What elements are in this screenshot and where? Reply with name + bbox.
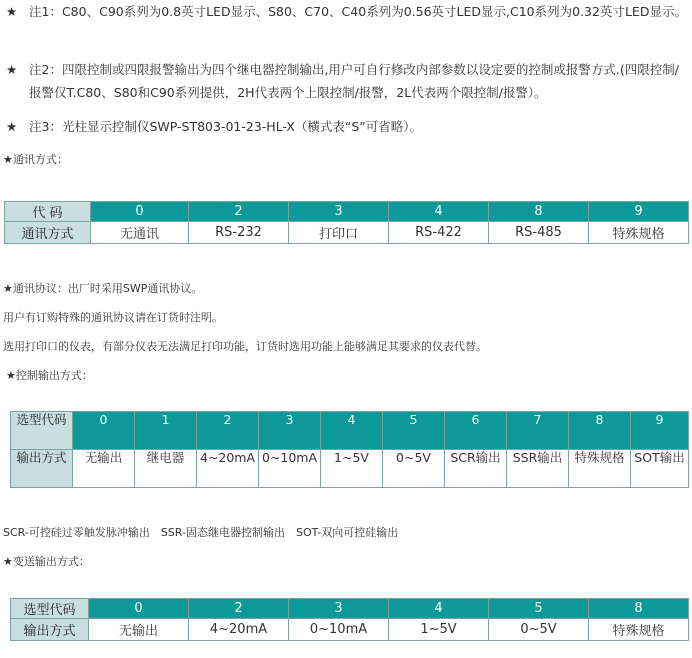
value-cell: 4~20mA (197, 450, 259, 488)
value-cell: 特殊规格 (589, 619, 689, 641)
table-header-row (5, 202, 689, 222)
code-cell: 8 (589, 599, 689, 619)
code-cell: 4 (321, 412, 383, 450)
table-row (5, 222, 689, 244)
value-cell: 0~10mA (289, 619, 389, 641)
value-cell: 继电器 (135, 450, 197, 488)
table-row (11, 619, 689, 641)
value-cell: SCR输出 (445, 450, 507, 488)
value-cell: 无输出 (89, 619, 189, 641)
value-cell: RS-422 (389, 222, 489, 244)
code-cell: 3 (289, 202, 389, 222)
note-text: 注1：C80、C90系列为0.8英寸LED显示、S80、C70、C40系列为0.56英寸LED显示,C10系列为0.32英寸LED显示。 (29, 4, 687, 19)
value-cell: 0~5V (489, 619, 589, 641)
header-label: 选型代码 (11, 412, 73, 450)
row-label: 通讯方式 (5, 222, 91, 244)
row-label: 输出方式 (11, 619, 89, 641)
note-text: 注2：四限控制或四限报警输出为四个继电器控制输出,用户可自行修改内部参数以设定要的控制或报警方式.(四限控制/报警仅T.C80、S80和C90系列提供，2H代表两个上限控制/报警，2L代表两个限控制/报警）。 (29, 62, 679, 100)
code-cell: 8 (489, 202, 589, 222)
value-cell: 无输出 (73, 450, 135, 488)
value-cell: SSR输出 (507, 450, 569, 488)
code-cell: 7 (507, 412, 569, 450)
value-cell: RS-485 (489, 222, 589, 244)
code-cell: 9 (631, 412, 689, 450)
abbrev-note: SCR-可控硅过零触发脉冲输出 SSR-固态继电器控制输出 SOT-双向可控硅输出 (3, 526, 399, 539)
comm-protocol: ★通讯协议：出厂时采用SWP通讯协议。 (3, 282, 203, 295)
code-cell: 2 (189, 599, 289, 619)
code-cell: 0 (91, 202, 189, 222)
note-text: 注3：光柱显示控制仪SWP-ST803-01-23-HL-X（横式表“S”可省略）。 (29, 119, 423, 134)
value-cell: 0~10mA (259, 450, 321, 488)
star-icon: ★ (6, 119, 18, 134)
value-cell: 1~5V (321, 450, 383, 488)
value-cell: 1~5V (389, 619, 489, 641)
table-header-row (11, 599, 689, 619)
code-cell: 1 (135, 412, 197, 450)
value-cell: 无通讯 (91, 222, 189, 244)
code-cell: 6 (445, 412, 507, 450)
value-cell: RS-232 (189, 222, 289, 244)
printer-note: 选用打印口的仪表，有部分仪表无法满足打印功能，订货时选用功能上能够满足其要求的仪表代替。 (3, 340, 487, 353)
comm-table (4, 201, 689, 244)
code-cell: 9 (589, 202, 689, 222)
table-header-row (11, 412, 689, 450)
star-icon: ★ (6, 4, 18, 19)
code-cell: 2 (189, 202, 289, 222)
note-3 (6, 115, 688, 138)
code-cell: 5 (489, 599, 589, 619)
code-cell: 2 (197, 412, 259, 450)
value-cell: 打印口 (289, 222, 389, 244)
header-label: 选型代码 (11, 599, 89, 619)
note-1 (6, 0, 688, 23)
value-cell: 0~5V (383, 450, 445, 488)
code-cell: 4 (389, 202, 489, 222)
code-cell: 3 (259, 412, 321, 450)
header-label: 代 码 (5, 202, 91, 222)
comm-heading: ★通讯方式： (3, 153, 68, 166)
special-protocol: 用户有订购特殊的通讯协议请在订货时注明。 (3, 311, 223, 324)
code-cell: 3 (289, 599, 389, 619)
value-cell: 4~20mA (189, 619, 289, 641)
value-cell: 特殊规格 (569, 450, 631, 488)
control-table (10, 411, 689, 488)
transmit-heading: ★变送输出方式： (3, 555, 90, 568)
value-cell: SOT输出 (631, 450, 689, 488)
code-cell: 4 (389, 599, 489, 619)
code-cell: 5 (383, 412, 445, 450)
note-2 (6, 58, 688, 104)
table-row (11, 450, 689, 488)
code-cell: 0 (73, 412, 135, 450)
value-cell: 特殊规格 (589, 222, 689, 244)
transmit-table (10, 598, 689, 641)
star-icon: ★ (6, 62, 18, 77)
code-cell: 8 (569, 412, 631, 450)
row-label: 输出方式 (11, 450, 73, 488)
control-heading: ★控制输出方式： (6, 369, 93, 382)
code-cell: 0 (89, 599, 189, 619)
